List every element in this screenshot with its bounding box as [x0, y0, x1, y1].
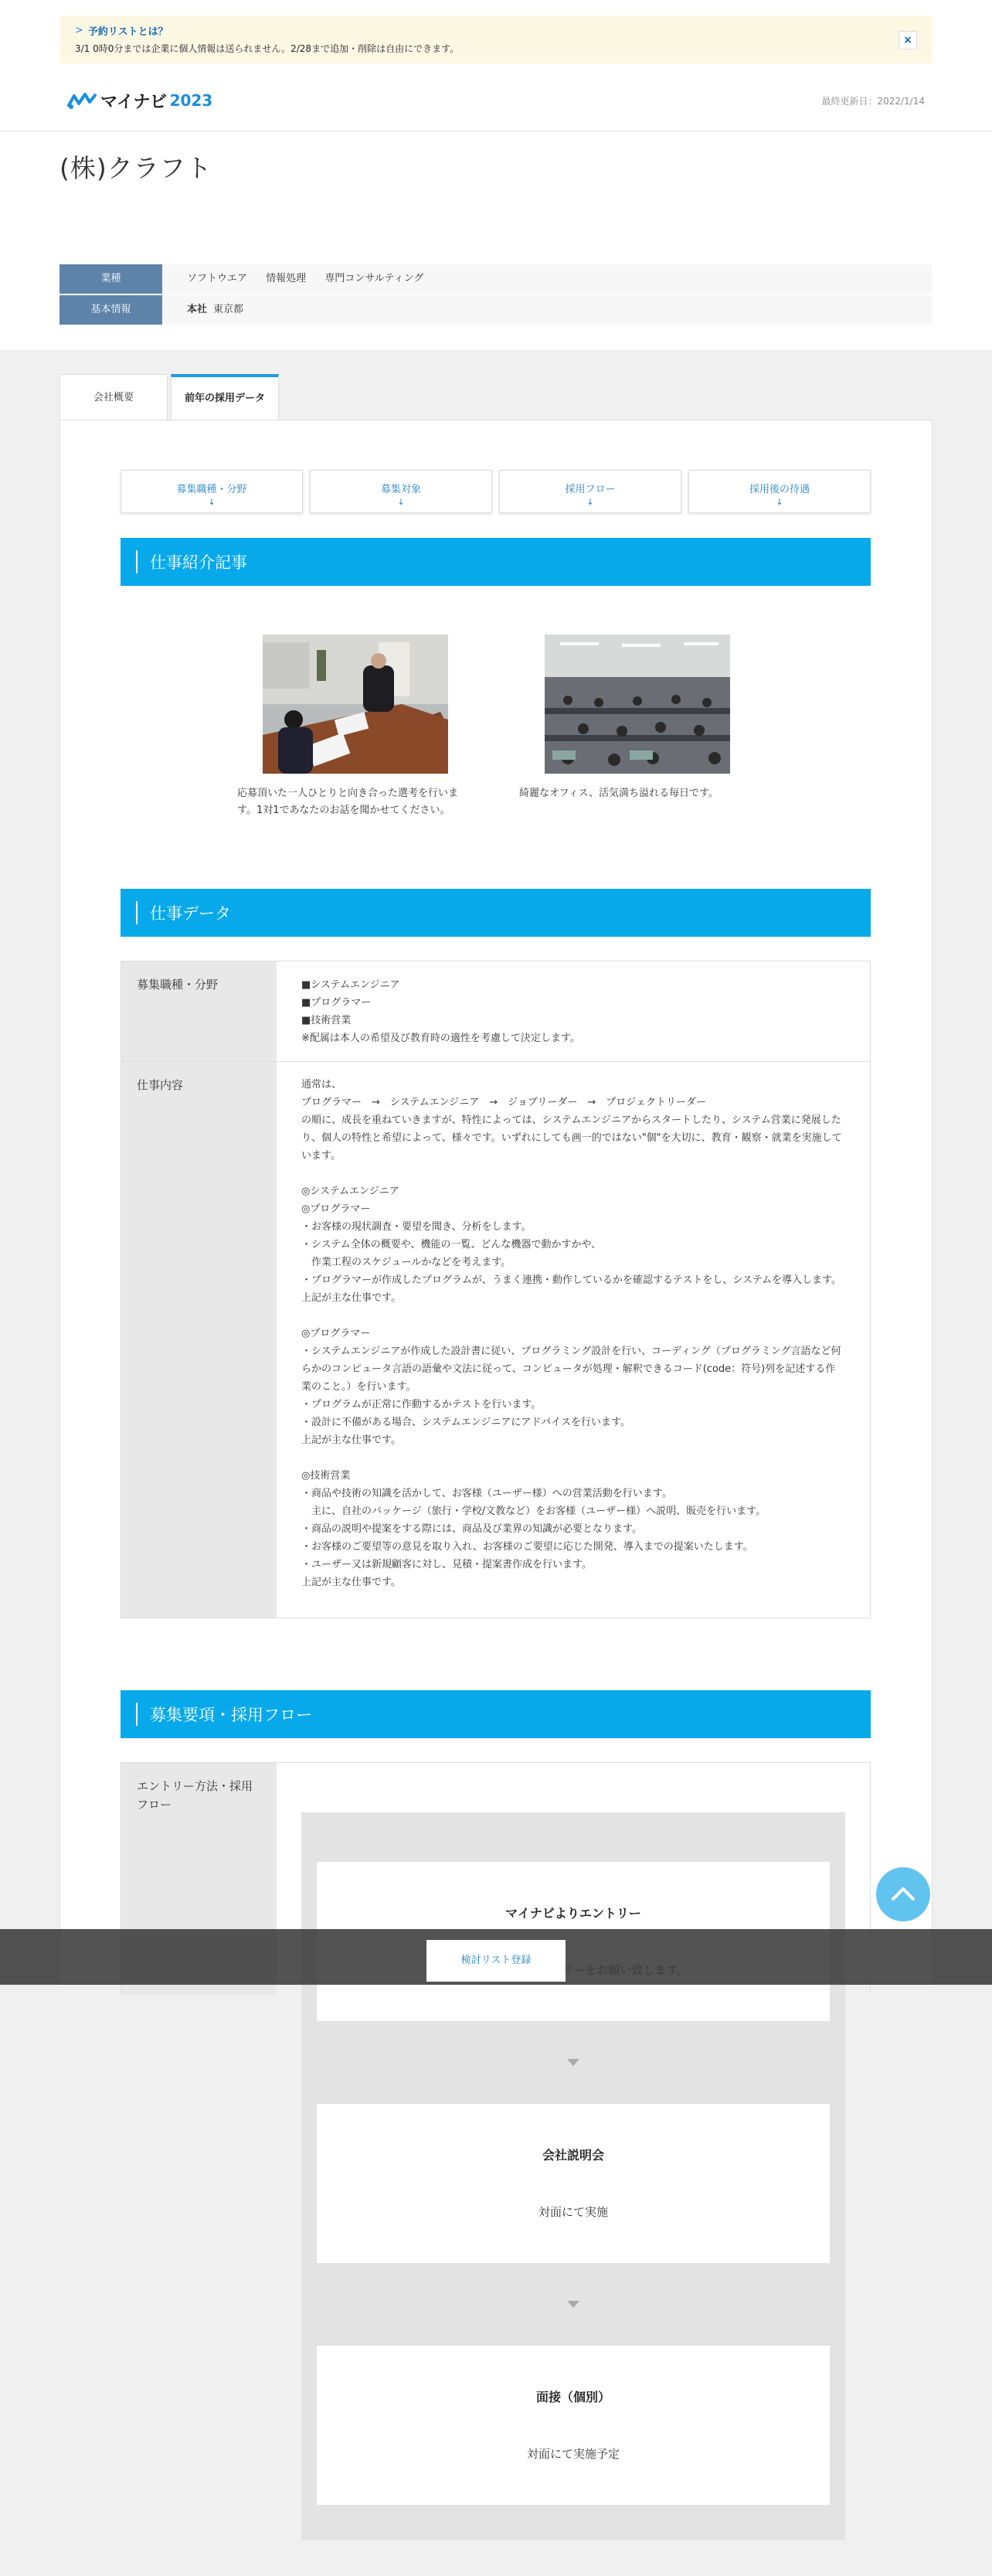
company-name: (株)クラフト — [59, 153, 212, 183]
last-updated: 最終更新日：2022/1/14 — [821, 96, 925, 107]
industry-label: 業種 — [59, 264, 162, 294]
arrow-down-icon: ↓ — [776, 497, 783, 507]
anchor-label: 採用後の待遇 — [749, 484, 810, 495]
interview-photo — [263, 635, 448, 774]
chevron-up-icon — [876, 1867, 930, 1921]
flow-box — [301, 1812, 845, 2540]
anchor-label: 募集対象 — [380, 484, 421, 495]
industry-item: 情報処理 — [266, 273, 307, 284]
reservation-notice — [59, 15, 933, 63]
office-caption: 綺麗なオフィス、活気満ち溢れる毎日です。 — [519, 788, 719, 799]
interview-caption: 応募頂いた一人ひとりと向き合った選考を行います。1対1であなたのお話を聞かせてください。 — [237, 788, 459, 816]
logo-text: マイナビ — [100, 92, 167, 112]
logo-year: 2023 — [169, 91, 213, 110]
mynavi-logo[interactable] — [66, 88, 212, 113]
notice-title: 予約リストとは？ — [87, 26, 168, 38]
close-icon[interactable]: × — [899, 31, 917, 49]
industry-item: ソフトウエア — [187, 273, 248, 284]
job-content-value: 通常は、 プログラマー → システムエンジニア → ジョブリーダー → プロジェクトリーダー の順に、成長を重ねていきますが、特性によっては、システムエンジニアからスタートしたり、システム営業に発展したり、個人の特性と希望によって、様々です。いずれにしても画一的ではない"個"を大切に、教育・観察・就業を実施しています。 ◎システムエンジニア ◎プログラマー ・お客様の現状調査・要望を聞き、分析をします。 ・システム全体の概要や、機能の一覧、どんな機器で動かすかや、 作業工程のスケジュールかなどを考えます。 ・プログラマーが作成したプログラムが、うまく連携・動作しているかを確認するテストをし、システムを導入します。 上記が主な仕事です。 ◎プログラマー ・システムエンジニアが作成した設計書に従い、プログラミング設計を行い、コーディング（プログラミング言語など何らかのコンピュータ言語の語彙や文法に従って、コンピュータが処理・解釈できるコード(code：符号)列を記述する作業のこと。）を行います。 ・プログラムが正常に作動するかテストを行います。 ・設計に不備がある場合、システムエンジニアにアドバイスを行います。 上記が主な仕事です。 ◎技術営業 ・商品や技術の知識を活かして、お客様（ユーザー様）への営業活動を行います。 主に、自社のパッケージ（旅行・学校/文教など）をお客様（ユーザー様）へ説明、販売を行います。 ・商品の説明や提案をする際には、商品及び業界の知識が必要となります。 ・お客様のご要望等の意見を取り入れ、お客様のご要望に応じた開発、導入までの提案いたします。 ・ユーザー又は新規顧客に対し、見積・提案書作成を行います。 上記が主な仕事です。 — [301, 1079, 842, 1588]
office-photo — [545, 635, 730, 774]
notice-title-link[interactable] — [75, 23, 917, 38]
anchor-label: 募集職種・分野 — [176, 484, 247, 495]
flow-step — [317, 2346, 830, 2505]
anchor-job-fields[interactable] — [121, 470, 303, 513]
job-field-value: ■システムエンジニア ■プログラマー ■技術営業 ※配属は本人の希望及び教育時の適性を考慮して決定します。 — [301, 979, 580, 1044]
mynavi-mark-icon — [66, 91, 97, 110]
anchor-links — [121, 470, 871, 513]
section-title-articles: 仕事紹介記事 — [121, 538, 871, 586]
industry-row — [59, 264, 933, 294]
notice-body: 3/1 0時0分までは企業に個人情報は送られません。2/28まで追加・削除は自由にできます。 — [75, 43, 460, 54]
section-title-recruit: 募集要項・採用フロー — [121, 1690, 871, 1738]
industry-item: 専門コンサルティング — [324, 273, 424, 284]
table-row — [121, 961, 870, 1062]
anchor-label: 採用フロー — [565, 484, 616, 495]
arrow-down-icon: ↓ — [586, 497, 594, 507]
page-tabs — [59, 374, 282, 420]
arrow-down-icon: ↓ — [208, 497, 216, 507]
tab-company-overview[interactable]: 会社概要 — [59, 374, 168, 420]
arrow-down-icon: ↓ — [397, 497, 405, 507]
interview-photo-image — [263, 635, 448, 774]
anchor-recruit-flow[interactable] — [499, 470, 681, 513]
basic-info-value — [162, 295, 933, 325]
job-data-table — [121, 961, 871, 1618]
flow-step — [317, 2104, 830, 2263]
basic-info-row — [59, 295, 933, 325]
industry-values — [162, 264, 933, 294]
triangle-down-icon — [567, 2301, 579, 2308]
anchor-benefits[interactable] — [688, 470, 871, 513]
job-content-label: 仕事内容 — [121, 1062, 277, 1618]
add-to-list-button[interactable]: 検討リスト登録 — [426, 1940, 566, 1982]
flow-step-title: 面接（個別） — [535, 2390, 610, 2404]
table-row — [121, 1062, 870, 1618]
flow-step-title: マイナビよりエントリー — [505, 1906, 641, 1921]
entry-flow-label: エントリー方法・採用フロー — [121, 1763, 277, 1995]
bottom-action-bar — [0, 1929, 992, 1985]
section-title-jobdata: 仕事データ — [121, 889, 871, 937]
tab-previous-year-data[interactable]: 前年の採用データ — [171, 374, 279, 420]
basic-info-label: 基本情報 — [59, 295, 162, 325]
hq-label: 本社 — [187, 304, 208, 315]
office-photo-image — [545, 635, 730, 774]
chevron-right-icon: > — [75, 25, 83, 36]
triangle-down-icon — [567, 2059, 579, 2066]
job-field-label: 募集職種・分野 — [121, 961, 277, 1061]
anchor-target[interactable] — [310, 470, 492, 513]
flow-step-desc: 対面にて実施 — [538, 2205, 608, 2219]
company-info-table — [59, 264, 933, 326]
flow-step-title: 会社説明会 — [542, 2148, 604, 2163]
flow-step-desc: 対面にて実施予定 — [526, 2447, 620, 2461]
hq-value: 東京都 — [213, 304, 244, 315]
scroll-to-top-button[interactable] — [876, 1867, 930, 1921]
